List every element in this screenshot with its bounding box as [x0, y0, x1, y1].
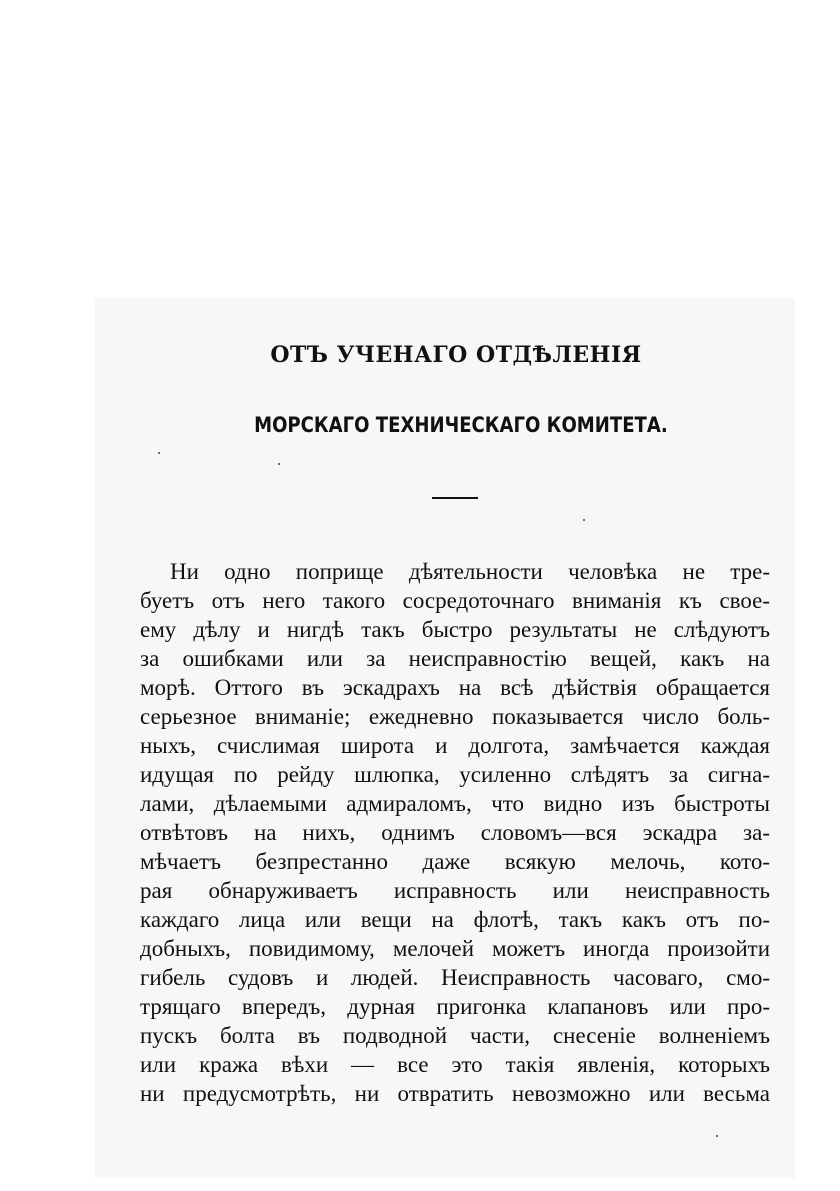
- text-line: ни предусмотрѣть, ни отвратить невозможно или весьма: [140, 1081, 770, 1106]
- text-line: отвѣтовъ на нихъ, однимъ словомъ—вся эскадра за-: [140, 820, 770, 845]
- heading-line-2: МОРСКАГО ТЕХНИЧЕСКАГО КОМИТЕТА.: [254, 413, 668, 437]
- body-paragraph: [140, 557, 770, 1108]
- text-line: ему дѣлу и нигдѣ такъ быстро результаты не слѣдуютъ: [140, 617, 770, 642]
- text-line: или кража вѣхи — все это такія явленія, которыхъ: [140, 1052, 770, 1077]
- text-line: мѣчаетъ безпрестанно даже всякую мелочь, кото-: [140, 849, 770, 874]
- text-line: добныхъ, повидимому, мелочей можетъ иногда произойти: [140, 936, 770, 961]
- text-line: лами, дѣлаемыми адмираломъ, что видно изъ быстроты: [140, 791, 770, 816]
- separator-rule: [432, 497, 478, 499]
- text-line: рая обнаруживаетъ исправность или неисправность: [140, 878, 770, 903]
- print-speck: [158, 452, 160, 454]
- text-line: трящаго впередъ, дурная пригонка клапановъ или про-: [140, 994, 770, 1019]
- text-line: за ошибками или за неисправностію вещей, какъ на: [140, 646, 770, 671]
- print-speck: [583, 519, 585, 521]
- text-line: идущая по рейду шлюпка, усиленно слѣдятъ за сигна-: [140, 762, 770, 787]
- text-line: Ни одно поприще дѣятельности человѣка не тре-: [170, 559, 770, 584]
- text-line: морѣ. Оттого въ эскадрахъ на всѣ дѣйствія обращается: [140, 675, 770, 700]
- text-line: каждаго лица или вещи на флотѣ, такъ какъ отъ по-: [140, 907, 770, 932]
- text-line: серьезное вниманіе; ежедневно показывается число боль-: [140, 704, 770, 729]
- print-speck: [278, 463, 280, 465]
- text-line: ныхъ, счислимая широта и долгота, замѣчается каждая: [140, 733, 770, 758]
- text-line: пускъ болта въ подводной части, снесеніе волненіемъ: [140, 1023, 770, 1048]
- print-speck: [716, 1135, 718, 1137]
- heading-line-1: ОТЪ УЧЕНАГО ОТДѢЛЕНІЯ: [270, 342, 642, 368]
- text-line: гибель судовъ и людей. Неисправность часоваго, смо-: [140, 965, 770, 990]
- text-line: буетъ отъ него такого сосредоточнаго вниманія къ свое-: [140, 588, 770, 613]
